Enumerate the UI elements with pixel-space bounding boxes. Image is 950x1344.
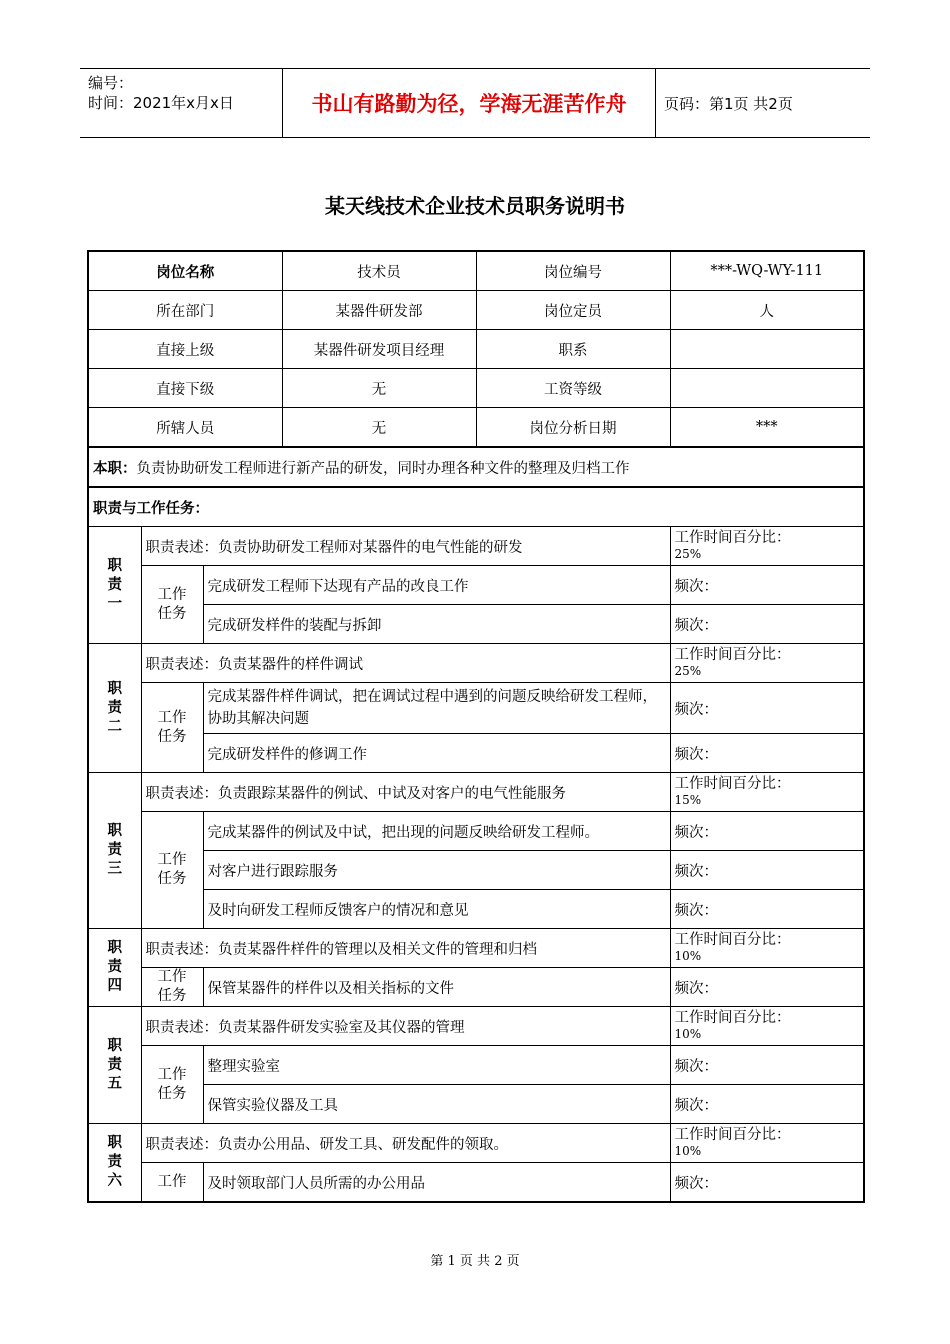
duty-desc-row [88,1007,864,1046]
duty-label-char: 六 [107,1173,122,1189]
task-text: 及时领取部门人员所需的办公用品 [203,1163,670,1203]
task-label-line: 工作 [157,852,187,868]
task-frequency: 频次： [670,812,864,851]
task-label-line: 任务 [157,871,187,887]
task-frequency: 频次： [670,968,864,1007]
task-frequency: 频次： [670,851,864,890]
info-value [670,369,864,408]
summary-text: 负责协助研发工程师进行新产品的研发，同时办理各种文件的整理及归档工作 [136,460,630,477]
task-text: 完成研发样件的修调工作 [203,734,670,773]
task-text: 及时向研发工程师反馈客户的情况和意见 [203,890,670,929]
task-text: 完成研发工程师下达现有产品的改良工作 [203,566,670,605]
duty-label [88,644,141,773]
duty-description: 职责表述：负责办公用品、研发工具、研发配件的领取。 [141,1124,670,1163]
page-footer: 第 1 页 共 2 页 [430,1254,520,1269]
info-key: 岗位分析日期 [476,408,670,448]
duty-desc-row [88,527,864,566]
task-frequency: 频次： [670,1163,864,1203]
task-label-line: 任务 [157,728,187,745]
duty-label [88,929,141,1007]
duties-heading: 职责与工作任务： [88,487,864,527]
info-value: ***-WQ-WY-111 [670,251,864,291]
document-header [80,68,870,138]
task-frequency: 频次： [670,890,864,929]
info-row [88,291,864,330]
info-value: 无 [282,369,476,408]
duty-description: 职责表述：负责某器件的样件调试 [141,644,670,683]
task-frequency: 频次： [670,566,864,605]
duty-label-char: 责 [107,576,122,593]
duty-desc-row [88,773,864,812]
duty-label [88,527,141,644]
duty-label-char: 职 [107,1135,122,1151]
pct-value: 10% [674,1144,702,1158]
duty-description: 职责表述：负责协助研发工程师对某器件的电气性能的研发 [141,527,670,566]
summary-label: 本职： [93,460,137,477]
info-key: 所在部门 [88,291,282,330]
number-label: 编号： [88,74,134,92]
info-key: 直接下级 [88,369,282,408]
task-frequency: 频次： [670,683,864,734]
task-text: 保管实验仪器及工具 [203,1085,670,1124]
duty-percentage [670,929,864,968]
task-row [88,968,864,1007]
task-label-line: 工作 [157,709,187,726]
task-row [88,812,864,851]
info-value: 技术员 [282,251,476,291]
header-meta [88,73,234,113]
info-key: 岗位定员 [476,291,670,330]
task-row [88,683,864,734]
duty-percentage [670,1124,864,1163]
task-label [141,812,203,929]
time-label: 时间：2021年x月x日 [88,94,234,112]
task-row [88,851,864,890]
duty-label-char: 一 [107,595,122,612]
summary-row [88,447,864,487]
info-key: 工资等级 [476,369,670,408]
info-row [88,251,864,291]
duty-percentage [670,527,864,566]
document-title: 某天线技术企业技术员职务说明书 [325,194,625,218]
info-row [88,369,864,408]
info-key: 职系 [476,330,670,369]
task-text: 完成研发样件的装配与拆卸 [203,605,670,644]
task-row [88,1085,864,1124]
info-key: 岗位编号 [476,251,670,291]
info-value: 无 [282,408,476,448]
duty-desc-row [88,644,864,683]
task-label [141,968,203,1007]
duty-label-char: 五 [107,1075,122,1092]
task-label-line: 工作 [157,969,187,985]
duty-label-char: 三 [107,861,122,877]
pct-value: 10% [674,949,702,963]
task-text: 整理实验室 [203,1046,670,1085]
info-value: *** [670,408,864,448]
info-row [88,408,864,448]
pct-label: 工作时间百分比： [674,776,791,792]
duty-label [88,773,141,929]
task-row [88,566,864,605]
task-label-line: 工作 [157,1066,187,1083]
task-label-line: 任务 [157,988,187,1004]
task-frequency: 频次： [670,1085,864,1124]
info-value: 某器件研发部 [282,291,476,330]
duty-label-char: 职 [107,1037,122,1054]
task-label-line: 工作 [157,1173,187,1190]
job-description-table [87,250,865,1203]
duty-label-char: 责 [107,959,122,975]
task-text: 保管某器件的样件以及相关指标的文件 [203,968,670,1007]
duty-label-char: 责 [107,842,122,858]
task-text: 对客户进行跟踪服务 [203,851,670,890]
info-value [670,330,864,369]
duty-description: 职责表述：负责跟踪某器件的例试、中试及对客户的电气性能服务 [141,773,670,812]
duty-label-char: 责 [107,1154,122,1170]
duty-label [88,1124,141,1203]
header-motto: 书山有路勤为径，学海无涯苦作舟 [282,69,656,137]
duty-percentage [670,1007,864,1046]
task-frequency: 频次： [670,605,864,644]
info-key: 所辖人员 [88,408,282,448]
task-row [88,890,864,929]
task-row [88,1163,864,1203]
duty-percentage [670,644,864,683]
info-value: 某器件研发项目经理 [282,330,476,369]
header-page-info: 页码：第1页 共2页 [664,95,793,113]
pct-label: 工作时间百分比： [674,1127,791,1143]
pct-value: 25% [674,664,702,678]
task-label [141,1163,203,1203]
info-row [88,330,864,369]
task-frequency: 频次： [670,1046,864,1085]
task-label [141,1046,203,1124]
task-label-line: 任务 [157,605,187,622]
pct-label: 工作时间百分比： [674,932,791,948]
duty-label [88,1007,141,1124]
duty-percentage [670,773,864,812]
task-label [141,683,203,773]
pct-label: 工作时间百分比： [674,530,791,546]
duties-heading-row [88,487,864,527]
task-label-line: 任务 [157,1085,187,1102]
duty-label-char: 责 [107,699,122,716]
task-frequency: 频次： [670,734,864,773]
pct-label: 工作时间百分比： [674,647,791,663]
task-text: 完成某器件样件调试，把在调试过程中遇到的问题反映给研发工程师，协助其解决问题 [203,683,670,734]
pct-label: 工作时间百分比： [674,1010,791,1026]
task-row [88,605,864,644]
duty-label-char: 责 [107,1056,122,1073]
info-value: 人 [670,291,864,330]
duty-description: 职责表述：负责某器件样件的管理以及相关文件的管理和归档 [141,929,670,968]
duty-label-char: 职 [107,557,122,574]
duty-label-char: 二 [107,718,122,735]
task-text: 完成某器件的例试及中试，把出现的问题反映给研发工程师。 [203,812,670,851]
pct-value: 10% [674,1027,702,1041]
info-key: 直接上级 [88,330,282,369]
duty-label-char: 职 [107,940,122,956]
duty-label-char: 职 [107,823,122,839]
task-label-line: 工作 [157,586,187,603]
duty-label-char: 职 [107,680,122,697]
pct-value: 15% [674,793,702,807]
duty-description: 职责表述：负责某器件研发实验室及其仪器的管理 [141,1007,670,1046]
task-label [141,566,203,644]
task-row [88,1046,864,1085]
info-key: 岗位名称 [88,251,282,291]
task-row [88,734,864,773]
duty-desc-row [88,1124,864,1163]
duty-desc-row [88,929,864,968]
summary-cell [88,447,864,487]
pct-value: 25% [674,547,702,561]
duty-label-char: 四 [107,978,122,994]
